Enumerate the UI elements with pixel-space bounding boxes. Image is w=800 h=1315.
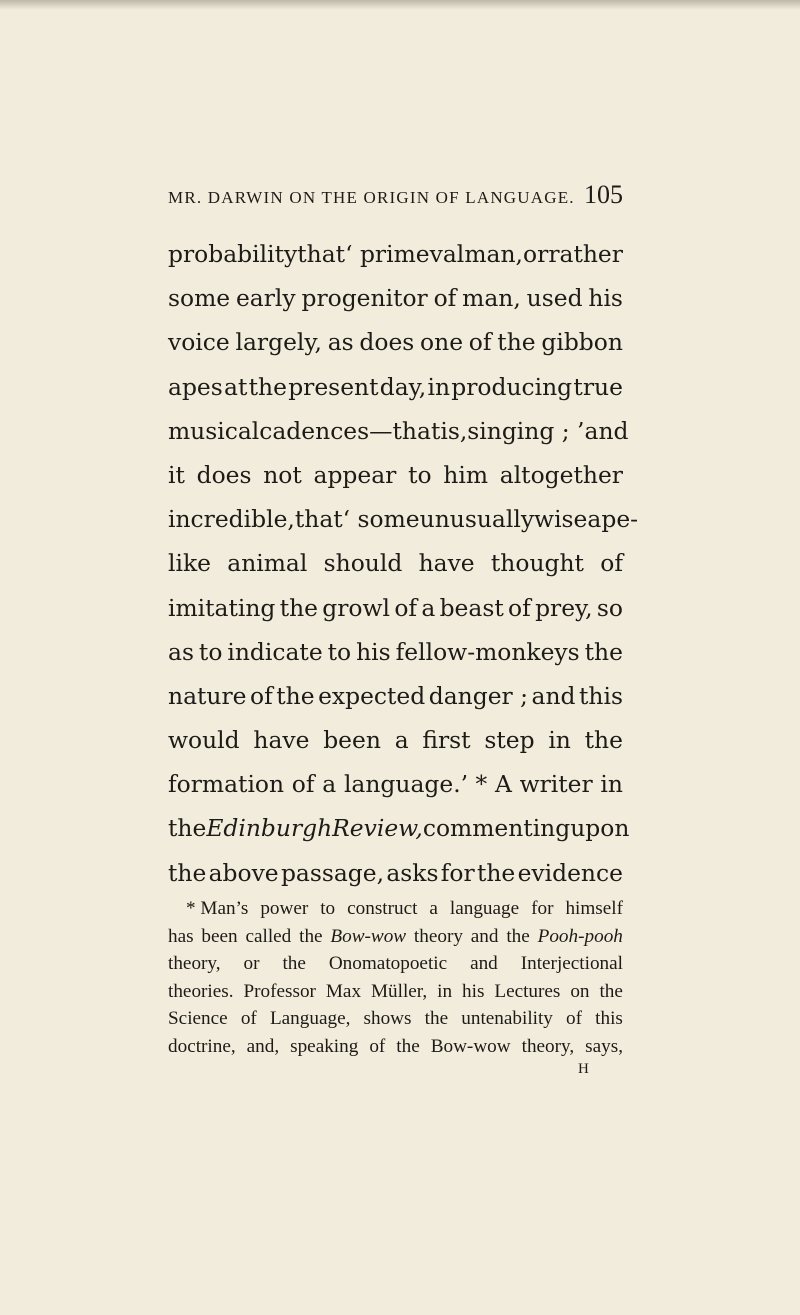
- word: theory: [413, 925, 463, 947]
- text-line: [168, 718, 623, 762]
- word: for: [531, 898, 554, 919]
- word: animal: [227, 549, 308, 578]
- word: been: [323, 726, 381, 755]
- word: on: [570, 980, 590, 1002]
- word: the: [279, 593, 318, 622]
- word: and: [470, 953, 498, 975]
- text-line: [168, 630, 623, 674]
- text-line: [168, 320, 623, 364]
- word: evidence: [517, 858, 623, 887]
- word: cadences—that: [259, 416, 441, 445]
- word: progenitor: [301, 284, 428, 313]
- word: day,: [379, 372, 427, 401]
- word: singing ; ’: [467, 416, 585, 445]
- word: a: [394, 726, 409, 755]
- word: of: [468, 328, 492, 357]
- word: at: [224, 372, 248, 401]
- signature-mark: H: [578, 1061, 590, 1077]
- italic-title: [206, 806, 332, 850]
- word: indicate: [227, 637, 323, 666]
- word: shows: [363, 1008, 412, 1030]
- word: him: [443, 460, 489, 489]
- word: like: [168, 549, 211, 578]
- word: present: [288, 372, 379, 401]
- word: first: [422, 726, 471, 755]
- word: language.’ *: [343, 770, 488, 799]
- word: have: [253, 726, 310, 755]
- word: used: [526, 284, 583, 313]
- italic-term: [330, 923, 406, 951]
- text-line: [168, 453, 623, 497]
- word: to: [198, 637, 223, 666]
- word: doctrine,: [168, 1035, 236, 1057]
- word: this: [595, 1008, 623, 1030]
- word: has: [168, 925, 194, 947]
- word: of: [369, 1035, 386, 1057]
- word: been: [201, 925, 238, 947]
- word: that: [294, 505, 343, 534]
- word: true: [573, 372, 623, 401]
- word: formation: [168, 770, 285, 799]
- word: imitating: [168, 593, 276, 622]
- word: of: [600, 549, 623, 578]
- word: nature: [168, 681, 247, 710]
- word: his: [356, 637, 391, 666]
- text-line: [168, 497, 639, 541]
- word: that: [297, 240, 346, 268]
- word: writer: [519, 770, 593, 799]
- word: Müller,: [370, 980, 428, 1002]
- word: one: [420, 328, 464, 357]
- text-line: [168, 365, 623, 409]
- word: himself: [565, 898, 623, 919]
- running-head: [168, 180, 623, 210]
- word: does: [196, 460, 252, 489]
- word: * Man’s: [186, 898, 249, 919]
- word: the: [248, 372, 287, 401]
- word: in: [600, 770, 623, 799]
- word: called: [245, 925, 292, 947]
- word: theory,: [521, 1035, 575, 1057]
- word: musical: [168, 416, 260, 445]
- page-number: 105: [584, 180, 623, 209]
- footnote-line: [168, 895, 623, 923]
- word: largely,: [235, 328, 322, 357]
- word: passage,: [280, 858, 385, 887]
- word: the: [476, 858, 516, 887]
- footnote-line: [168, 978, 623, 1006]
- word: Interjectional: [520, 953, 623, 975]
- text-line: [168, 762, 623, 806]
- word: a: [322, 770, 337, 799]
- word: voice: [168, 328, 230, 357]
- word: thought: [490, 549, 584, 578]
- footnote-line: [168, 1005, 623, 1033]
- word: not: [263, 460, 302, 489]
- word: a: [421, 593, 436, 622]
- text-line: [168, 586, 623, 630]
- word: it: [168, 460, 185, 489]
- word: fellow-monkeys: [395, 637, 580, 666]
- word: would: [168, 726, 240, 755]
- running-title: MR. DARWIN ON THE ORIGIN OF LANGUAGE.: [168, 188, 575, 207]
- word: step: [484, 726, 535, 755]
- italic-term: [538, 923, 623, 951]
- word: unusually: [419, 505, 535, 534]
- word: Bow-wow: [430, 1035, 511, 1057]
- word: above: [208, 858, 279, 887]
- word: and,: [246, 1035, 280, 1057]
- word: rather: [548, 240, 623, 268]
- word: Onomatopoetic: [328, 953, 448, 975]
- word: asks: [386, 858, 439, 887]
- word: ‘ some: [342, 505, 420, 534]
- word: of: [433, 284, 457, 313]
- footnote-line: [168, 1033, 623, 1061]
- word: so: [596, 593, 623, 622]
- word: have: [418, 549, 475, 578]
- word: Bow-wow: [330, 925, 407, 947]
- word: A: [494, 770, 512, 799]
- word: as: [168, 637, 194, 666]
- word: in: [427, 372, 451, 401]
- word: of: [240, 1008, 257, 1030]
- word: Pooh-pooh: [537, 925, 623, 947]
- word: and: [470, 925, 499, 947]
- word: the: [299, 925, 323, 947]
- word: gibbon: [541, 328, 623, 357]
- word: early: [235, 284, 296, 313]
- text-line: [168, 232, 623, 276]
- word: Edinburgh: [206, 814, 333, 843]
- word: incredible,: [168, 505, 295, 534]
- word: to: [327, 637, 352, 666]
- word: in: [548, 726, 571, 755]
- word: of: [394, 593, 418, 622]
- word: untenability: [461, 1008, 553, 1030]
- word: Professor: [243, 980, 316, 1002]
- word: the: [168, 858, 207, 887]
- word: apes: [168, 372, 223, 401]
- word: this: [579, 681, 623, 710]
- word: prey,: [535, 593, 593, 622]
- word: appear: [313, 460, 397, 489]
- word: man,: [462, 284, 521, 313]
- word: some: [168, 284, 231, 313]
- word: should: [323, 549, 403, 578]
- text-line: [168, 851, 623, 895]
- word: man,: [464, 240, 523, 268]
- word: the: [168, 814, 207, 843]
- word: the: [497, 328, 536, 357]
- word: ape-: [587, 505, 639, 534]
- word: Science: [168, 1008, 228, 1030]
- word: the: [506, 925, 530, 947]
- word: of: [291, 770, 315, 799]
- text-line: [168, 541, 623, 585]
- word: Max: [325, 980, 362, 1002]
- word: of: [250, 681, 273, 710]
- word: probability: [168, 240, 298, 268]
- word: expected: [318, 681, 426, 710]
- word: and: [531, 681, 576, 710]
- word: of: [508, 593, 531, 622]
- word: his: [462, 980, 485, 1002]
- page-top-edge: [0, 0, 800, 10]
- word: the: [584, 726, 623, 755]
- footnote-line: [168, 923, 623, 951]
- word: does: [359, 328, 415, 357]
- word: theories.: [168, 980, 234, 1002]
- text-line: [168, 409, 629, 453]
- word: the: [396, 1035, 420, 1057]
- text-line: [168, 276, 623, 320]
- word: theory,: [168, 953, 221, 975]
- word: ‘ primeval: [345, 240, 465, 268]
- word: upon: [570, 814, 630, 843]
- word: growl: [322, 593, 391, 622]
- text-line: [168, 674, 623, 718]
- word: says,: [585, 1035, 623, 1057]
- footnote-line: [168, 950, 623, 978]
- word: producing: [451, 372, 573, 401]
- word: power: [260, 898, 309, 919]
- word: speaking: [290, 1035, 359, 1057]
- word: and: [584, 416, 629, 445]
- word: or: [243, 953, 260, 975]
- word: the: [282, 953, 306, 975]
- word: for: [440, 858, 475, 887]
- word: in: [437, 980, 453, 1002]
- footnote: [168, 895, 623, 1061]
- word: Review,: [332, 814, 423, 843]
- word: his: [588, 284, 623, 313]
- word: as: [327, 328, 354, 357]
- word: a: [429, 898, 438, 919]
- word: to: [320, 898, 336, 919]
- word: the: [424, 1008, 449, 1030]
- word: language: [449, 898, 520, 919]
- text-line: [168, 806, 630, 850]
- word: of: [566, 1008, 583, 1030]
- word: commenting: [422, 814, 571, 843]
- word: is,: [440, 416, 468, 445]
- word: construct: [347, 898, 418, 919]
- word: to: [408, 460, 432, 489]
- word: the: [276, 681, 315, 710]
- word: altogether: [499, 460, 623, 489]
- word: Language,: [269, 1008, 351, 1030]
- italic-title: [332, 806, 423, 850]
- word: beast: [439, 593, 504, 622]
- word: the: [584, 637, 623, 666]
- word: or: [523, 240, 549, 268]
- word: danger ;: [428, 681, 529, 710]
- word: wise: [534, 505, 588, 534]
- word: the: [599, 980, 623, 1002]
- body-text: [168, 232, 639, 895]
- word: Lectures: [494, 980, 561, 1002]
